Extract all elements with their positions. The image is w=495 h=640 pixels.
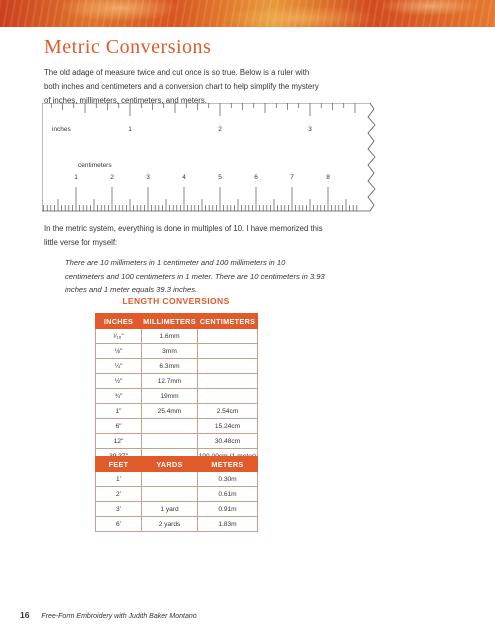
table-cell: 15.24cm <box>198 419 258 434</box>
table-row <box>96 329 258 344</box>
cm-number: 8 <box>326 174 330 181</box>
inch-number: 1 <box>128 126 132 133</box>
table-cell <box>142 472 198 487</box>
feet-conversion-table <box>95 456 258 532</box>
header-banner <box>0 0 495 27</box>
column-header-centimeters: CENTIMETERS <box>198 314 258 329</box>
table-row <box>96 359 258 374</box>
table-cell <box>198 389 258 404</box>
table-cell: 1.6mm <box>142 329 198 344</box>
table-cell: ¾" <box>96 389 142 404</box>
cm-number: 5 <box>218 174 222 181</box>
column-header-inches: INCHES <box>96 314 142 329</box>
table-row <box>96 517 258 532</box>
ruler-graphic <box>42 103 382 213</box>
table-cell: 6' <box>96 517 142 532</box>
table-row <box>96 419 258 434</box>
inch-tick-marks <box>51 103 355 116</box>
inch-number: 3 <box>308 126 312 133</box>
metric-system-paragraph: In the metric system, everything is done in multiples of 10. I have memorized this little verse for myself: <box>44 224 323 247</box>
table-row <box>96 374 258 389</box>
length-conversions-heading: LENGTH CONVERSIONS <box>122 296 230 306</box>
table-cell: 3' <box>96 502 142 517</box>
column-header-millimeters: MILLIMETERS <box>142 314 198 329</box>
table-cell <box>142 487 198 502</box>
table-cell: ¹⁄₁₆" <box>96 329 142 344</box>
table-cell: 25.4mm <box>142 404 198 419</box>
ruler <box>42 103 382 213</box>
length-conversion-table <box>95 313 258 464</box>
table-row <box>96 389 258 404</box>
table-cell: ⅛" <box>96 344 142 359</box>
table-cell: 2.54cm <box>198 404 258 419</box>
table-row <box>96 472 258 487</box>
page-footer <box>20 610 197 620</box>
table-cell <box>198 374 258 389</box>
column-header-yards: YARDS <box>142 457 198 472</box>
table-cell: 1" <box>96 404 142 419</box>
table-cell: 30.48cm <box>198 434 258 449</box>
table-cell: ½" <box>96 374 142 389</box>
table-cell: 2' <box>96 487 142 502</box>
table-cell <box>142 419 198 434</box>
intro-paragraph: The old adage of measure twice and cut once is so true. Below is a ruler with both inches and centimeters and a conversion chart to help simplify the mystery of inches, millimeters, centimeters, and meters. <box>44 68 319 105</box>
table-cell: 12.7mm <box>142 374 198 389</box>
table-cell: 1' <box>96 472 142 487</box>
page-title: Metric Conversions <box>44 36 212 58</box>
table-cell: ¼" <box>96 359 142 374</box>
table-cell: 0.61m <box>198 487 258 502</box>
cm-number: 2 <box>110 174 114 181</box>
table-row <box>96 404 258 419</box>
table-cell: 2 yards <box>142 517 198 532</box>
cm-number: 4 <box>182 174 186 181</box>
table-cell: 3mm <box>142 344 198 359</box>
table-cell <box>198 329 258 344</box>
ruler-outline <box>42 103 375 211</box>
table-cell: 0.91m <box>198 502 258 517</box>
table-row <box>96 434 258 449</box>
inches-label: inches <box>52 126 71 133</box>
table-row <box>96 344 258 359</box>
table-cell: 6" <box>96 419 142 434</box>
cm-tick-marks <box>44 187 357 211</box>
metric-verse: There are 10 millimeters in 1 centimeter and 100 millimeters in 10 centimeters and 100 centimeters in 1 meter. There are 10 centimeters in 3.93 inches and 1 meter equals 39.3 inches. <box>65 258 325 294</box>
cm-number: 3 <box>146 174 150 181</box>
column-header-meters: METERS <box>198 457 258 472</box>
table-cell <box>142 434 198 449</box>
table-cell: 19mm <box>142 389 198 404</box>
cm-number: 7 <box>290 174 294 181</box>
cm-number: 6 <box>254 174 258 181</box>
table-cell: 6.3mm <box>142 359 198 374</box>
table-header-row <box>96 457 258 472</box>
inch-number: 2 <box>218 126 222 133</box>
book-title: Free-Form Embroidery with Judith Baker Montano <box>41 613 197 620</box>
cm-number: 1 <box>74 174 78 181</box>
centimeters-label: centimeters <box>78 162 112 169</box>
table-cell: 1 yard <box>142 502 198 517</box>
table-row <box>96 487 258 502</box>
table-header-row <box>96 314 258 329</box>
table-cell <box>198 359 258 374</box>
table-cell: 0.30m <box>198 472 258 487</box>
page-number: 16 <box>20 610 30 620</box>
column-header-feet: FEET <box>96 457 142 472</box>
table-row <box>96 502 258 517</box>
table-cell: 1.83m <box>198 517 258 532</box>
table-cell: 12" <box>96 434 142 449</box>
table-cell <box>198 344 258 359</box>
